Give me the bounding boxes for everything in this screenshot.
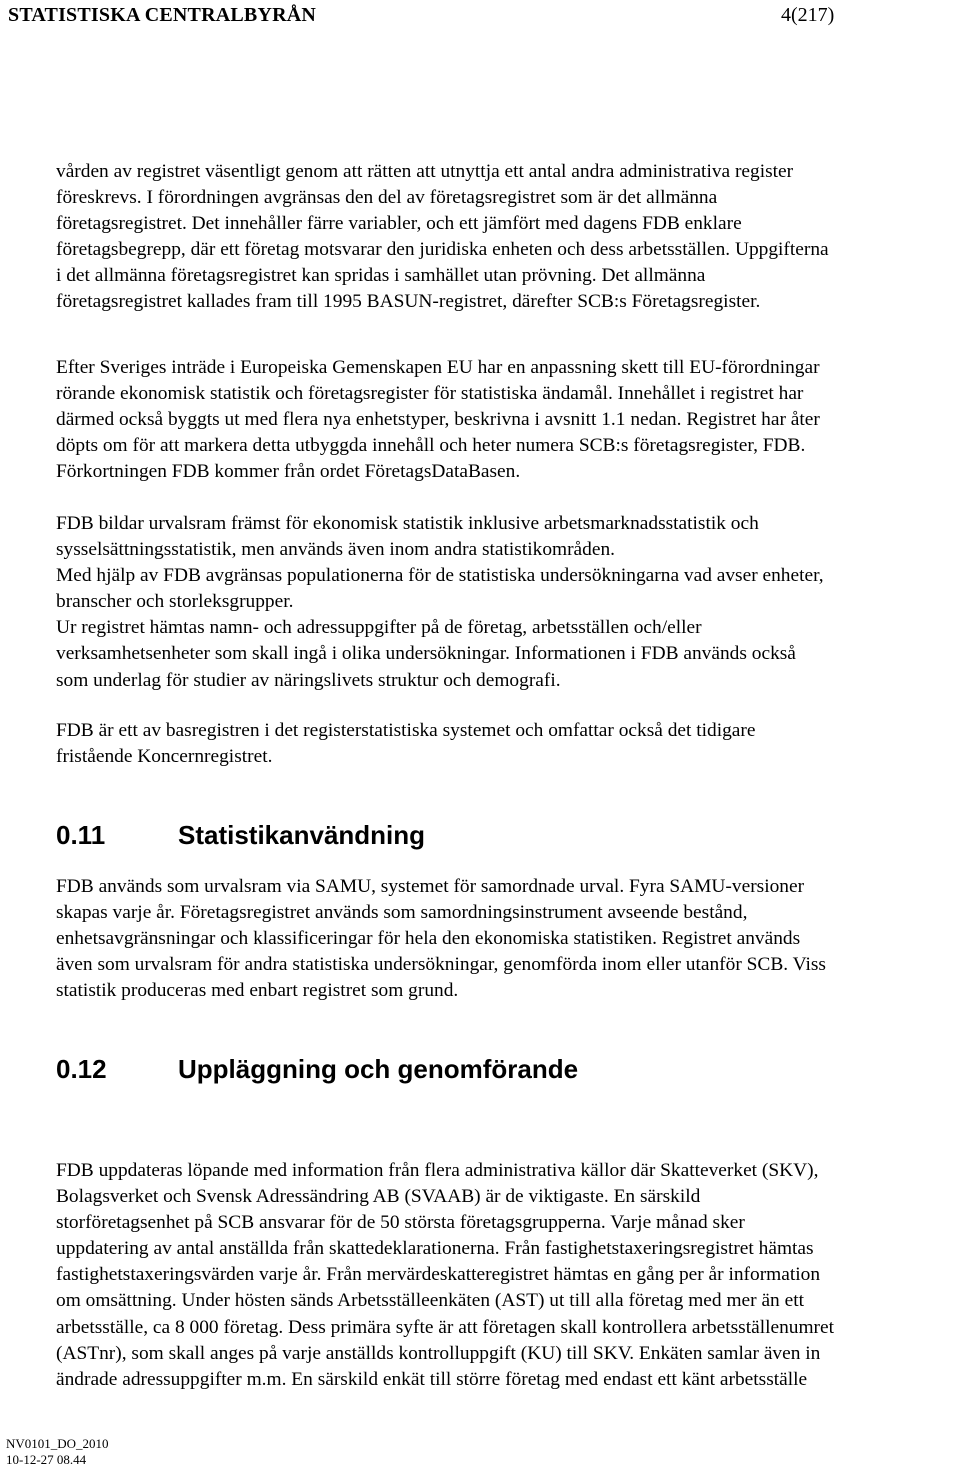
text-line: företagsregistret. Det innehåller färre variabler, och ett jämfört med dagens FDB enklare <box>56 213 742 235</box>
text-line: om omsättning. Under hösten sänds Arbetsställeenkäten (AST) ut till alla företag med mer än ett <box>56 1290 804 1312</box>
text-line: rörande ekonomisk statistik och företagsregister för statistiska ändamål. Innehållet i registret har <box>56 383 804 405</box>
text-line: Med hjälp av FDB avgränsas populationerna för de statistiska undersökningarna vad avser enheter, <box>56 565 824 587</box>
paragraph-1 <box>56 159 956 316</box>
text-line: branscher och storleksgrupper. <box>56 591 294 613</box>
paragraph-4 <box>56 718 956 770</box>
text-line: storföretagsenhet på SCB ansvarar för de 50 största företagsgrupperna. Varje månad sker <box>56 1212 745 1234</box>
text-line: företagsbegrepp, där ett företag motsvarar den juridiska enheten och dess arbetsställen. Uppgifterna <box>56 239 829 261</box>
text-line: därmed också byggts ut med flera nya enhetstyper, beskrivna i avsnitt 1.1 nedan. Registret har åter <box>56 409 820 431</box>
section-heading-upplaggning <box>56 1054 578 1085</box>
text-line: Efter Sveriges inträde i Europeiska Gemenskapen EU har en anpassning skett till EU-förordningar <box>56 357 820 378</box>
text-line: Förkortningen FDB kommer från ordet FöretagsDataBasen. <box>56 461 521 483</box>
page-footer <box>6 1436 109 1468</box>
paragraph-3 <box>56 511 956 694</box>
section-012-body <box>56 1158 956 1393</box>
text-line: döpts om för att markera detta utbyggda innehåll och heter numera SCB:s företagsregister, FDB. <box>56 435 806 457</box>
text-line: uppdatering av antal anställda från skattedeklarationerna. Från fastighetstaxeringsregistret hämtas <box>56 1238 814 1260</box>
text-line: som underlag för studier av näringslivets struktur och demografi. <box>56 669 561 691</box>
page-header <box>8 4 868 30</box>
text-line: Bolagsverket och Svensk Adressändring AB (SVAAB) är de viktigaste. En särskild <box>56 1186 701 1208</box>
paragraph-2 <box>56 355 956 485</box>
text-line: verksamhetsenheter som skall ingå i olika undersökningar. Informationen i FDB används också <box>56 643 796 665</box>
text-line: FDB är ett av basregistren i det registerstatistiska systemet och omfattar också det tidigare <box>56 720 756 741</box>
section-heading-statistikanvandning <box>56 820 425 851</box>
text-line: skapas varje år. Företagsregistret används som samordningsinstrument avseende bestånd, <box>56 902 748 924</box>
agency-name: STATISTISKA CENTRALBYRÅN <box>8 4 317 26</box>
text-line: FDB bildar urvalsram främst för ekonomisk statistik inklusive arbetsmarknadsstatistik och <box>56 513 759 534</box>
text-line: vården av registret väsentligt genom att rätten att utnyttja ett antal andra administrativa register <box>56 161 794 182</box>
section-number: 0.11 <box>56 820 106 850</box>
section-number: 0.12 <box>56 1054 107 1084</box>
section-title: Uppläggning och genomförande <box>178 1054 579 1084</box>
text-line: i det allmänna företagsregistret kan spridas i samhället utan prövning. Det allmänna <box>56 265 706 287</box>
text-line: fristående Koncernregistret. <box>56 746 273 768</box>
text-line: statistik produceras med enbart registret som grund. <box>56 980 459 1002</box>
document-id: NV0101_DO_2010 <box>6 1436 109 1451</box>
text-line: även som urvalsram för andra statistiska undersökningar, genomförda inom eller utanför SCB. Viss <box>56 954 826 976</box>
text-line: företagsregistret kallades fram till 1995 BASUN-registret, därefter SCB:s Företagsregister. <box>56 291 761 313</box>
text-line: fastighetstaxeringsvärden varje år. Från mervärdeskatteregistret hämtas en gång per år information <box>56 1264 821 1286</box>
text-line: arbetsställe, ca 8 000 företag. Dess primära syfte är att företagen skall kontrollera arbetsställenumret <box>56 1316 835 1338</box>
document-timestamp: 10-12-27 08.44 <box>6 1452 87 1467</box>
section-title: Statistikanvändning <box>178 820 426 850</box>
text-line: FDB används som urvalsram via SAMU, systemet för samordnade urval. Fyra SAMU-versioner <box>56 876 805 897</box>
text-line: sysselsättningsstatistik, men används även inom andra statistikområden. <box>56 539 616 561</box>
text-line: enhetsavgränsningar och klassificeringar för hela den ekonomiska statistiken. Registret används <box>56 928 801 950</box>
section-011-body <box>56 874 956 1004</box>
text-line: ändrade adressuppgifter m.m. En särskild enkät till större företag med endast ett känt arbetsställe <box>56 1368 808 1390</box>
text-line: (ASTnr), som skall anges på varje anställds kontrolluppgift (KU) till SKV. Enkäten samlar även in <box>56 1342 821 1364</box>
text-line: föreskrevs. I förordningen avgränsas den del av företagsregistret som är det allmänna <box>56 187 718 209</box>
page-number: 4(217) <box>781 4 835 26</box>
text-line: Ur registret hämtas namn- och adressuppgifter på de företag, arbetsställen och/eller <box>56 617 702 639</box>
text-line: FDB uppdateras löpande med information från flera administrativa källor där Skatteverket (SKV), <box>56 1160 819 1181</box>
